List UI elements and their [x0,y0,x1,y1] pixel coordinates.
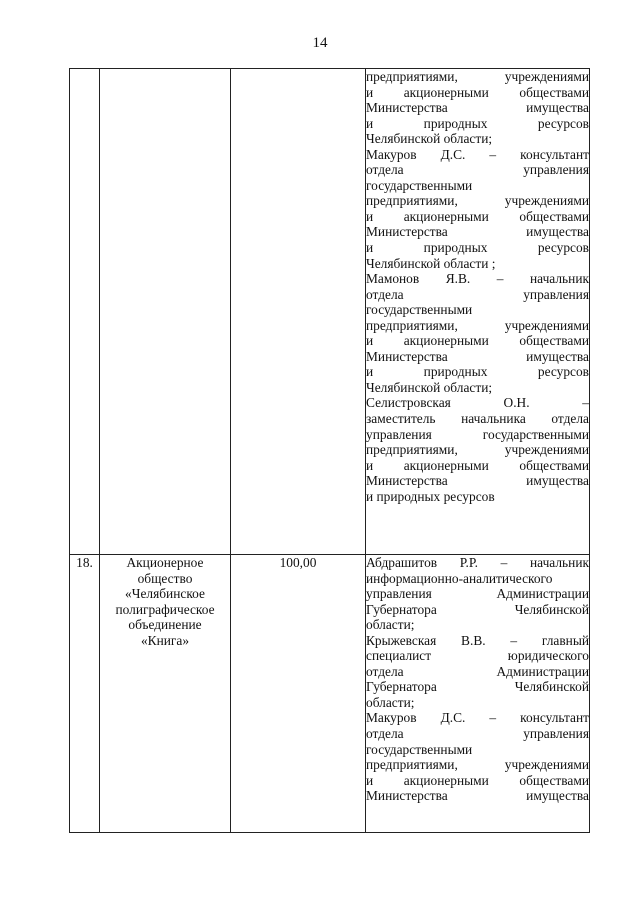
representative-line: Министерства имущества [366,224,589,240]
representative-line: отдела управления [366,726,589,742]
row-number-cell [70,69,100,555]
representative-line: предприятиями, учреждениями [366,317,589,333]
organization-name-line: «Книга» [140,632,190,648]
table-row [70,69,590,555]
representative-line: Челябинской области ; [366,255,496,271]
representative-line: и акционерными обществами [366,457,589,473]
share-cell [231,69,366,555]
representative-line: Губернатора Челябинской [366,679,589,695]
representative-line: государственными [366,177,473,193]
organization-name-line: общество [137,570,193,586]
representative-line: отдела управления [366,162,589,178]
organization-cell [100,69,231,555]
representative-line: и акционерными обществами [366,333,589,349]
representative-line: и акционерными обществами [366,208,589,224]
representative-line: государственными [366,741,473,757]
representative-line: Крыжевская В.В. – главный [366,632,589,648]
representative-line: области; [366,617,415,633]
representative-line: Губернатора Челябинской [366,601,589,617]
representative-line: предприятиями, учреждениями [366,193,589,209]
representative-line: и природных ресурсов [366,488,495,504]
organization-name-line: Акционерное [126,555,204,570]
representative-line: отдела управления [366,286,589,302]
representative-line: и природных ресурсов [366,240,589,256]
representative-line: государственными [366,302,473,318]
representative-line: управления Администрации [366,586,589,602]
representative-line: Абдрашитов Р.Р. – начальник [366,555,589,570]
representative-line: управления государственными [366,426,589,442]
representative-line: информационно-аналитического [366,570,553,586]
representative-line: и природных ресурсов [366,115,589,131]
representative-line: Министерства имущества [366,100,589,116]
representative-line: специалист юридического [366,648,589,664]
representative-line: и природных ресурсов [366,364,589,380]
representative-line: и акционерными обществами [366,84,589,100]
representative-line: Челябинской области; [366,131,493,147]
representative-line: предприятиями, учреждениями [366,757,589,773]
representative-line: Министерства имущества [366,348,589,364]
representative-line: Селистровская О.Н. – [366,395,589,411]
row-number-cell: 18. [70,555,100,833]
representative-line: Челябинской области; [366,379,493,395]
representative-line: Министерства имущества [366,473,589,489]
table-row [70,555,590,833]
share-cell: 100,00 [231,555,366,833]
representative-line: Макуров Д.С. – консультант [366,710,589,726]
representative-line: заместитель начальника отдела [366,411,589,427]
representative-line: Министерства имущества [366,788,589,804]
representatives-cell [366,555,590,833]
page-number: 14 [312,35,328,51]
organization-name-line: объединение [128,617,202,633]
representative-line: Мамонов Я.В. – начальник [366,271,589,287]
organization-cell [100,555,231,833]
representative-line: и акционерными обществами [366,772,589,788]
representative-line: предприятиями, учреждениями [366,442,589,458]
representatives-cell [366,69,590,555]
organization-name-line: полиграфическое [115,601,215,617]
representative-line: предприятиями, учреждениями [366,69,589,84]
organization-name-line: «Челябинское [125,586,205,602]
holdings-table [69,68,590,833]
table-body [70,69,590,833]
representative-line: области; [366,694,415,710]
representative-line: Макуров Д.С. – консультант [366,146,589,162]
representative-line: отдела Администрации [366,663,589,679]
